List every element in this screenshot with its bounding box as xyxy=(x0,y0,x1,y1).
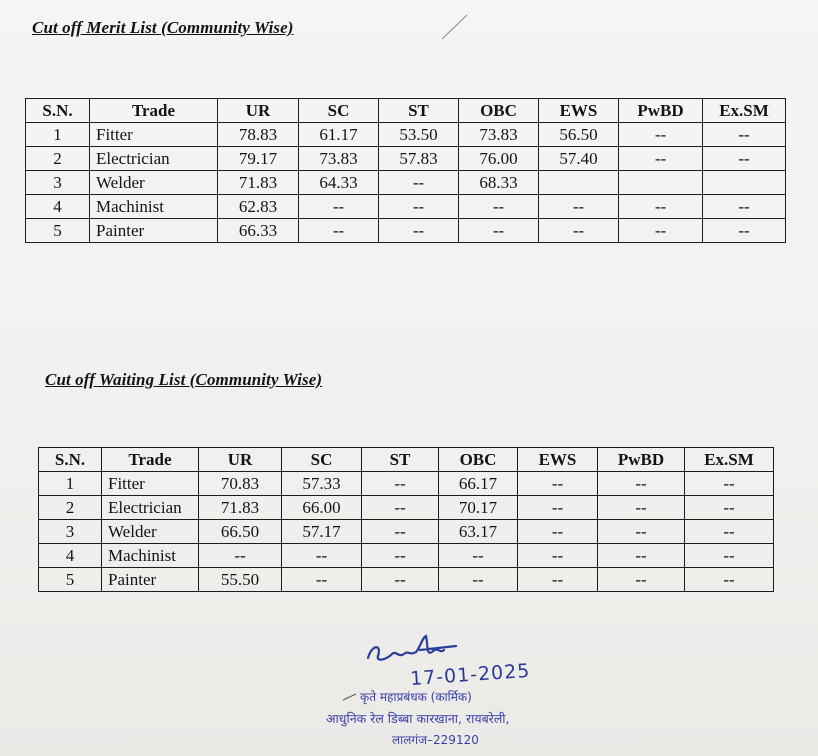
serial-cell: 1 xyxy=(39,472,102,496)
cutoff-cell xyxy=(703,171,786,195)
cutoff-cell: 56.50 xyxy=(539,123,619,147)
column-header: UR xyxy=(199,448,282,472)
trade-cell: Painter xyxy=(90,219,218,243)
column-header: Ex.SM xyxy=(703,99,786,123)
cutoff-cell: -- xyxy=(282,568,362,592)
cutoff-cell: 57.33 xyxy=(282,472,362,496)
column-header: Trade xyxy=(90,99,218,123)
cutoff-cell: -- xyxy=(703,219,786,243)
cutoff-cell: -- xyxy=(518,544,598,568)
column-header: OBC xyxy=(439,448,518,472)
cutoff-cell: -- xyxy=(379,171,459,195)
cutoff-cell: -- xyxy=(379,219,459,243)
table-row xyxy=(39,568,774,592)
cutoff-cell: -- xyxy=(685,544,774,568)
stamp-address: लालगंज–229120 xyxy=(392,733,479,747)
table-row xyxy=(26,219,786,243)
table-row xyxy=(39,496,774,520)
serial-cell: 1 xyxy=(26,123,90,147)
table-row xyxy=(39,520,774,544)
table-row xyxy=(26,147,786,171)
column-header: EWS xyxy=(518,448,598,472)
table-row xyxy=(39,472,774,496)
cutoff-cell: -- xyxy=(518,568,598,592)
cutoff-cell: -- xyxy=(539,219,619,243)
serial-cell: 3 xyxy=(26,171,90,195)
cutoff-cell: -- xyxy=(598,472,685,496)
cutoff-cell: 55.50 xyxy=(199,568,282,592)
cutoff-cell: -- xyxy=(619,219,703,243)
cutoff-cell: 66.50 xyxy=(199,520,282,544)
trade-cell: Fitter xyxy=(90,123,218,147)
cutoff-cell xyxy=(619,171,703,195)
waiting-list-table xyxy=(38,447,774,592)
cutoff-cell: -- xyxy=(362,472,439,496)
signature-date: 17-01-2025 xyxy=(409,659,532,691)
trade-cell: Painter xyxy=(102,568,199,592)
column-header: Ex.SM xyxy=(685,448,774,472)
tick-mark-icon xyxy=(342,692,358,702)
stamp-office: आधुनिक रेल डिब्बा कारखाना, रायबरेली, xyxy=(326,711,510,726)
waiting-list-heading: Cut off Waiting List (Community Wise) xyxy=(45,370,323,389)
cutoff-cell: -- xyxy=(619,123,703,147)
cutoff-cell: 57.17 xyxy=(282,520,362,544)
serial-cell: 2 xyxy=(26,147,90,171)
column-header: OBC xyxy=(459,99,539,123)
cutoff-cell: -- xyxy=(518,520,598,544)
column-header: PwBD xyxy=(619,99,703,123)
cutoff-cell: -- xyxy=(362,496,439,520)
merit-list-table xyxy=(25,98,786,243)
column-header: S.N. xyxy=(39,448,102,472)
cutoff-cell: -- xyxy=(362,544,439,568)
cutoff-cell: -- xyxy=(518,496,598,520)
column-header: UR xyxy=(218,99,299,123)
table-header-row xyxy=(39,448,774,472)
column-header: SC xyxy=(282,448,362,472)
cutoff-cell: -- xyxy=(703,147,786,171)
cutoff-cell: -- xyxy=(199,544,282,568)
trade-cell: Electrician xyxy=(90,147,218,171)
cutoff-cell: 78.83 xyxy=(218,123,299,147)
cutoff-cell: -- xyxy=(685,496,774,520)
table-header-row xyxy=(26,99,786,123)
cutoff-cell: -- xyxy=(379,195,459,219)
cutoff-cell: 71.83 xyxy=(218,171,299,195)
cutoff-cell: -- xyxy=(598,568,685,592)
cutoff-cell: -- xyxy=(299,195,379,219)
cutoff-cell: -- xyxy=(439,568,518,592)
column-header: ST xyxy=(379,99,459,123)
serial-cell: 4 xyxy=(26,195,90,219)
cutoff-cell: -- xyxy=(362,520,439,544)
cutoff-cell: -- xyxy=(685,472,774,496)
trade-cell: Machinist xyxy=(102,544,199,568)
cutoff-cell: -- xyxy=(685,520,774,544)
serial-cell: 4 xyxy=(39,544,102,568)
cutoff-cell: 70.83 xyxy=(199,472,282,496)
cutoff-cell: 73.83 xyxy=(299,147,379,171)
cutoff-cell: -- xyxy=(619,195,703,219)
trade-cell: Electrician xyxy=(102,496,199,520)
stamp-designation: कृते महाप्रबंधक (कार्मिक) xyxy=(360,690,472,704)
trade-cell: Welder xyxy=(90,171,218,195)
cutoff-cell: -- xyxy=(299,219,379,243)
cutoff-cell: 63.17 xyxy=(439,520,518,544)
trade-cell: Welder xyxy=(102,520,199,544)
trade-cell: Machinist xyxy=(90,195,218,219)
cutoff-cell: -- xyxy=(362,568,439,592)
cutoff-cell: -- xyxy=(459,219,539,243)
cutoff-cell: 53.50 xyxy=(379,123,459,147)
table-row xyxy=(26,195,786,219)
cutoff-cell xyxy=(539,171,619,195)
cutoff-cell: -- xyxy=(282,544,362,568)
column-header: EWS xyxy=(539,99,619,123)
serial-cell: 2 xyxy=(39,496,102,520)
merit-list-heading: Cut off Merit List (Community Wise) xyxy=(32,18,294,37)
cutoff-cell: -- xyxy=(539,195,619,219)
serial-cell: 5 xyxy=(39,568,102,592)
column-header: Trade xyxy=(102,448,199,472)
cutoff-cell: -- xyxy=(518,472,598,496)
cutoff-cell: -- xyxy=(685,568,774,592)
table-row xyxy=(26,123,786,147)
cutoff-cell: -- xyxy=(439,544,518,568)
trade-cell: Fitter xyxy=(102,472,199,496)
cutoff-cell: -- xyxy=(619,147,703,171)
cutoff-cell: 64.33 xyxy=(299,171,379,195)
cutoff-cell: 79.17 xyxy=(218,147,299,171)
cutoff-cell: -- xyxy=(703,195,786,219)
cutoff-cell: -- xyxy=(459,195,539,219)
cutoff-cell: 57.40 xyxy=(539,147,619,171)
signature-block xyxy=(300,630,600,750)
cutoff-cell: 66.17 xyxy=(439,472,518,496)
cutoff-cell: -- xyxy=(703,123,786,147)
column-header: PwBD xyxy=(598,448,685,472)
column-header: SC xyxy=(299,99,379,123)
cutoff-cell: 76.00 xyxy=(459,147,539,171)
cutoff-cell: -- xyxy=(598,496,685,520)
column-header: ST xyxy=(362,448,439,472)
cutoff-cell: 66.00 xyxy=(282,496,362,520)
column-header: S.N. xyxy=(26,99,90,123)
cutoff-cell: 68.33 xyxy=(459,171,539,195)
table-row xyxy=(26,171,786,195)
pen-mark-icon xyxy=(440,12,470,42)
cutoff-cell: 62.83 xyxy=(218,195,299,219)
cutoff-cell: -- xyxy=(598,520,685,544)
cutoff-cell: -- xyxy=(598,544,685,568)
cutoff-cell: 57.83 xyxy=(379,147,459,171)
cutoff-cell: 73.83 xyxy=(459,123,539,147)
table-row xyxy=(39,544,774,568)
cutoff-cell: 70.17 xyxy=(439,496,518,520)
cutoff-cell: 61.17 xyxy=(299,123,379,147)
cutoff-cell: 66.33 xyxy=(218,219,299,243)
serial-cell: 5 xyxy=(26,219,90,243)
serial-cell: 3 xyxy=(39,520,102,544)
cutoff-cell: 71.83 xyxy=(199,496,282,520)
